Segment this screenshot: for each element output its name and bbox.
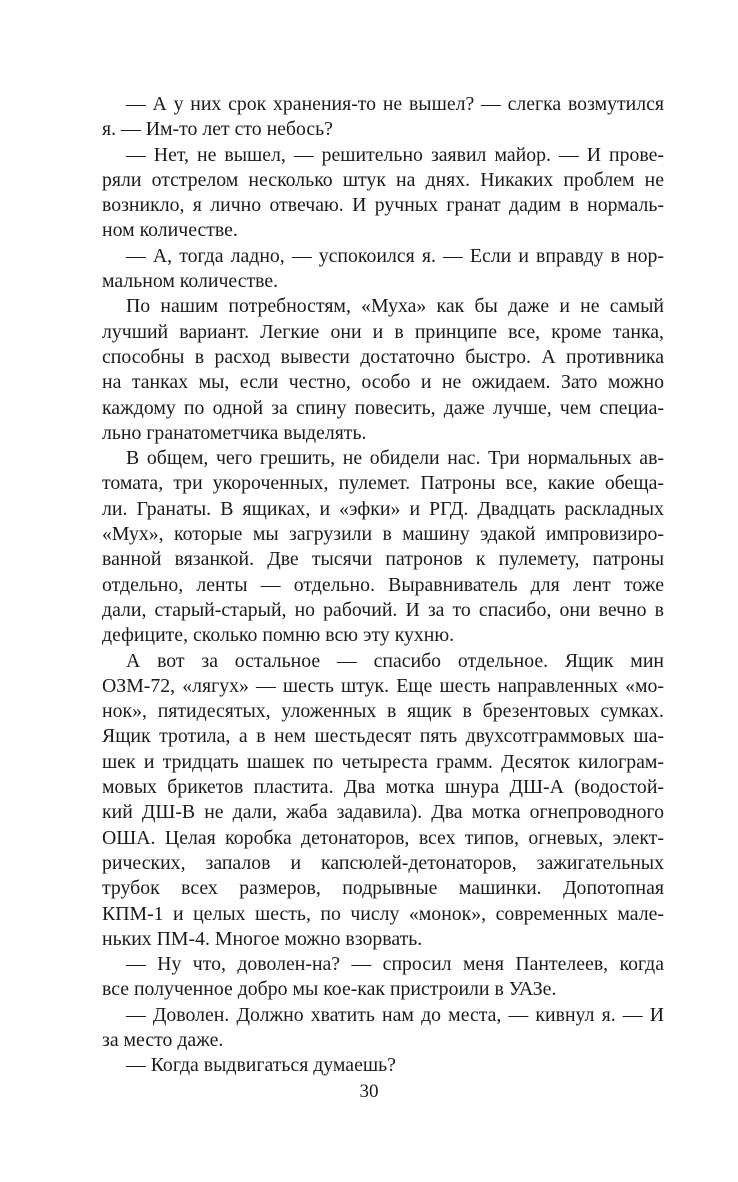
text-line: — Ну что, доволен-на? — спросил меня Пантелеев, когда <box>126 953 664 976</box>
text-line: трубок всех размеров, подрывные машинки. Допотопная <box>102 877 664 900</box>
text-line: ном количестве. <box>102 219 238 242</box>
text-line: — Когда выдвигаться думаешь? <box>126 1054 396 1077</box>
text-line: — Доволен. Должно хватить нам до места, — кивнул я. — И <box>126 1003 664 1026</box>
text-line: КПМ-1 и целых шесть, по числу «монок», современных мале- <box>102 902 664 925</box>
text-line: — А, тогда ладно, — успокоился я. — Если и вправду в нор- <box>126 244 664 267</box>
text-line: дефиците, сколько помню всю эту кухню. <box>102 624 455 647</box>
book-page-text <box>102 92 664 1079</box>
paragraph <box>102 244 664 295</box>
text-line: — А у них срок хранения-то не вышел? — слегка возмутился <box>126 93 664 115</box>
text-line: все полученное добро мы кое-как пристроили в УАЗе. <box>102 978 557 1001</box>
paragraph <box>102 1003 664 1054</box>
text-line: шек и тридцать шашек по четыреста грамм. Десяток килограм- <box>102 750 664 773</box>
text-line: дали, старый-старый, но рабочий. И за то спасибо, они вечно в <box>102 598 664 621</box>
text-line: томата, три укороченных, пулемет. Патроны все, какие обеща- <box>102 472 664 495</box>
page-number: 30 <box>359 1081 379 1102</box>
text-line: я. — Им-то лет сто небось? <box>102 118 333 141</box>
text-line: ОЗМ-72, «лягух» — шесть штук. Еще шесть направленных «мо- <box>102 674 664 697</box>
text-line: рических, запалов и капсюлей-детонаторов, зажигательных <box>102 851 664 874</box>
text-line: ньких ПМ-4. Многое можно взорвать. <box>102 927 423 950</box>
text-line: нок», пятидесятых, уложенных в ящик в брезентовых сумках. <box>102 700 664 723</box>
paragraph <box>102 1053 664 1078</box>
text-line: льно гранатометчика выделять. <box>102 421 367 444</box>
text-line: Ящик тротила, а в нем шестьдесят пять двухсотграммовых ша- <box>102 725 664 748</box>
text-line: кий ДШ-В не дали, жаба задавила). Два мотка огнепроводного <box>102 801 664 824</box>
text-line: А вот за остальное — спасибо отдельное. Ящик мин <box>126 649 664 672</box>
paragraph <box>102 92 664 143</box>
paragraph <box>102 143 664 244</box>
paragraph <box>102 952 664 1003</box>
text-line: за место даже. <box>102 1028 224 1051</box>
text-line: возникло, я лично отвечаю. И ручных гранат дадим в нормаль- <box>102 194 664 217</box>
text-line: отдельно, ленты — отдельно. Выравниватель для лент тоже <box>102 573 664 596</box>
text-line: мальном количестве. <box>102 270 279 293</box>
text-line: мовых брикетов пластита. Два мотка шнура ДШ-А (водостой- <box>102 776 664 799</box>
text-line: — Нет, не вышел, — решительно заявил майор. — И прове- <box>126 143 664 166</box>
text-line: По нашим потребностям, «Муха» как бы даже и не самый <box>126 295 664 318</box>
text-line: способны в расход вывести достаточно быстро. А противника <box>102 345 664 368</box>
text-line: ряли отстрелом несколько штук на днях. Никаких проблем не <box>102 168 664 191</box>
text-line: ванной вязанкой. Две тысячи патронов к пулемету, патроны <box>102 548 664 571</box>
text-line: «Мух», которые мы загрузили в машину эдакой импровизиро- <box>102 523 664 546</box>
text-line: В общем, чего грешить, не обидели нас. Три нормальных ав- <box>126 447 664 470</box>
text-line: на танках мы, если честно, особо и не ожидаем. Зато можно <box>102 371 664 394</box>
text-line: лучший вариант. Легкие они и в принципе все, кроме танка, <box>102 320 664 343</box>
text-line: ли. Гранаты. В ящиках, и «эфки» и РГД. Двадцать раскладных <box>102 497 664 520</box>
paragraph <box>102 649 664 953</box>
paragraph <box>102 294 664 446</box>
text-line: каждому по одной за спину повесить, даже лучше, чем специа- <box>102 396 664 419</box>
text-line: ОША. Целая коробка детонаторов, всех типов, огневых, элект- <box>102 826 664 849</box>
paragraph <box>102 446 664 648</box>
